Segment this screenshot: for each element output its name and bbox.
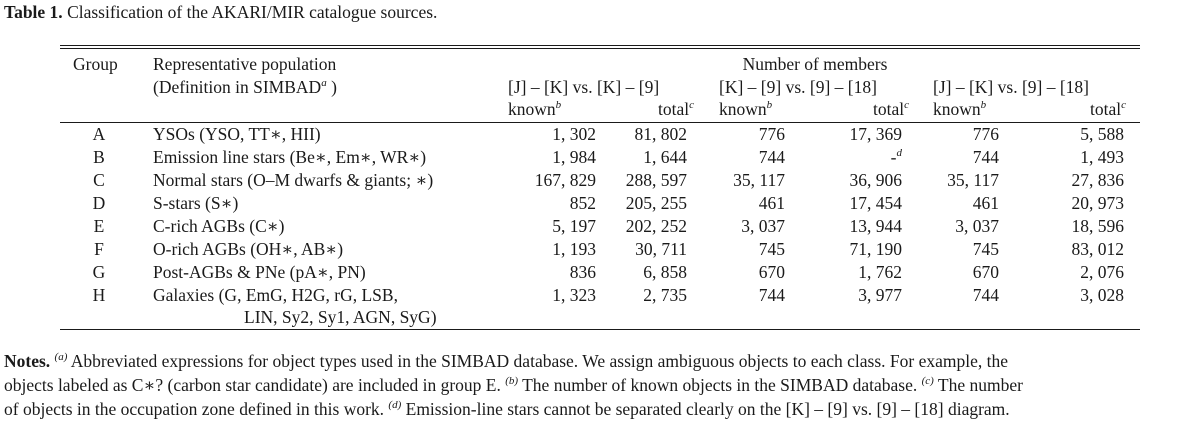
value-cell: 5, 588	[1080, 124, 1124, 144]
header-known-1: known$^b$	[508, 99, 562, 119]
value-cell: 205, 255	[625, 193, 687, 213]
population-cell: Normal stars (O–M dwarfs & giants; ∗)	[153, 170, 434, 190]
table-caption	[4, 2, 437, 23]
header-total-3: total$^c$	[1090, 99, 1126, 119]
value-cell: 6, 858	[643, 262, 687, 282]
group-cell: F	[94, 239, 104, 259]
header-total-2: total$^c$	[873, 99, 909, 119]
value-cell: 27, 836	[1071, 170, 1124, 190]
top-rule	[60, 45, 1140, 46]
value-cell: 1, 984	[552, 147, 596, 167]
table-notes	[4, 351, 1200, 423]
value-cell: 2, 076	[1080, 262, 1124, 282]
value-cell: 745	[972, 239, 999, 259]
header-group: Group	[73, 54, 118, 74]
value-cell: 3, 977	[858, 285, 902, 305]
header-total-1: total$^c$	[658, 99, 694, 119]
value-cell: 461	[758, 193, 785, 213]
value-cell: 1, 193	[552, 239, 596, 259]
value-cell: 36, 906	[849, 170, 902, 190]
value-cell: 3, 028	[1080, 285, 1124, 305]
notes-line-3: of objects in the occupation zone defined in this work. $^{(d)}$ Emission-line stars cannot be separated clearly on the [K] – [9] vs. [9] – [18] diagram.	[4, 399, 1010, 419]
value-cell: 852	[569, 193, 596, 213]
value-cell: 1, 493	[1080, 147, 1124, 167]
header-diagram-1: [J] – [K] vs. [K] – [9]	[508, 77, 660, 97]
caption-label: Table 1.	[4, 2, 63, 22]
group-cell: H	[92, 285, 106, 305]
value-cell: 13, 944	[849, 216, 902, 236]
population-cell: C-rich AGBs (C∗)	[153, 216, 285, 236]
header-rule	[60, 122, 1140, 123]
header-population-line1: Representative population	[153, 54, 337, 74]
value-cell: 1, 762	[858, 262, 902, 282]
group-cell: D	[92, 193, 106, 213]
header-number-of-members: Number of members	[742, 54, 888, 74]
notes-line-1: Notes. $^{(a)}$ Abbreviated expressions for object types used in the SIMBAD database. We assign ambiguous objects to each class. For example, the	[4, 351, 1009, 371]
group-cell: G	[92, 262, 106, 282]
population-cell-continued: LIN, Sy2, Sy1, AGN, SyG)	[244, 307, 437, 327]
header-known-2: known$^b$	[719, 99, 773, 119]
value-cell: 1, 302	[552, 124, 596, 144]
value-cell: 744	[972, 147, 999, 167]
value-cell: 744	[758, 147, 785, 167]
value-cell: 5, 197	[552, 216, 596, 236]
value-cell: -$^d$	[890, 147, 902, 167]
value-cell: 17, 369	[849, 124, 902, 144]
value-cell: 288, 597	[625, 170, 687, 190]
header-diagram-3: [J] – [K] vs. [9] – [18]	[933, 77, 1090, 97]
value-cell: 745	[758, 239, 785, 259]
value-cell: 2, 735	[643, 285, 687, 305]
bottom-rule	[60, 329, 1140, 330]
value-cell: 836	[569, 262, 596, 282]
value-cell: 3, 037	[955, 216, 999, 236]
population-cell: Emission line stars (Be∗, Em∗, WR∗)	[153, 147, 427, 167]
value-cell: 1, 644	[643, 147, 687, 167]
value-cell: 81, 802	[634, 124, 687, 144]
population-cell: Galaxies (G, EmG, H2G, rG, LSB,	[153, 285, 398, 305]
value-cell: 670	[758, 262, 785, 282]
value-cell: 18, 596	[1071, 216, 1124, 236]
header-known-3: known$^b$	[933, 99, 987, 119]
value-cell: 71, 190	[849, 239, 902, 259]
value-cell: 461	[972, 193, 999, 213]
value-cell: 776	[758, 124, 785, 144]
value-cell: 670	[972, 262, 999, 282]
population-cell: S-stars (S∗)	[153, 193, 239, 213]
notes-line-2: objects labeled as C∗? (carbon star candidate) are included in group E. $^{(b)}$ The number of known objects in the SIMBAD database. $^{(c)}$ The number	[4, 375, 1023, 395]
value-cell: 1, 323	[552, 285, 596, 305]
value-cell: 17, 454	[849, 193, 902, 213]
group-cell: B	[93, 147, 105, 167]
group-cell: E	[93, 216, 105, 236]
header-population-line2: (Definition in SIMBAD$^a$ )	[153, 77, 337, 97]
value-cell: 167, 829	[534, 170, 596, 190]
value-cell: 30, 711	[635, 239, 687, 259]
group-cell: A	[92, 124, 106, 144]
population-cell: O-rich AGBs (OH∗, AB∗)	[153, 239, 344, 259]
value-cell: 83, 012	[1071, 239, 1124, 259]
group-cell: C	[93, 170, 105, 190]
value-cell: 744	[972, 285, 999, 305]
value-cell: 744	[758, 285, 785, 305]
value-cell: 776	[972, 124, 999, 144]
caption-text: Classification of the AKARI/MIR catalogue sources.	[67, 2, 438, 22]
value-cell: 35, 117	[947, 170, 999, 190]
top-rule-second	[60, 48, 1140, 49]
header-diagram-2: [K] – [9] vs. [9] – [18]	[719, 77, 877, 97]
value-cell: 35, 117	[733, 170, 785, 190]
population-cell: Post-AGBs & PNe (pA∗, PN)	[153, 262, 366, 282]
value-cell: 20, 973	[1071, 193, 1124, 213]
value-cell: 3, 037	[741, 216, 785, 236]
value-cell: 202, 252	[625, 216, 687, 236]
population-cell: YSOs (YSO, TT∗, HII)	[153, 124, 321, 144]
